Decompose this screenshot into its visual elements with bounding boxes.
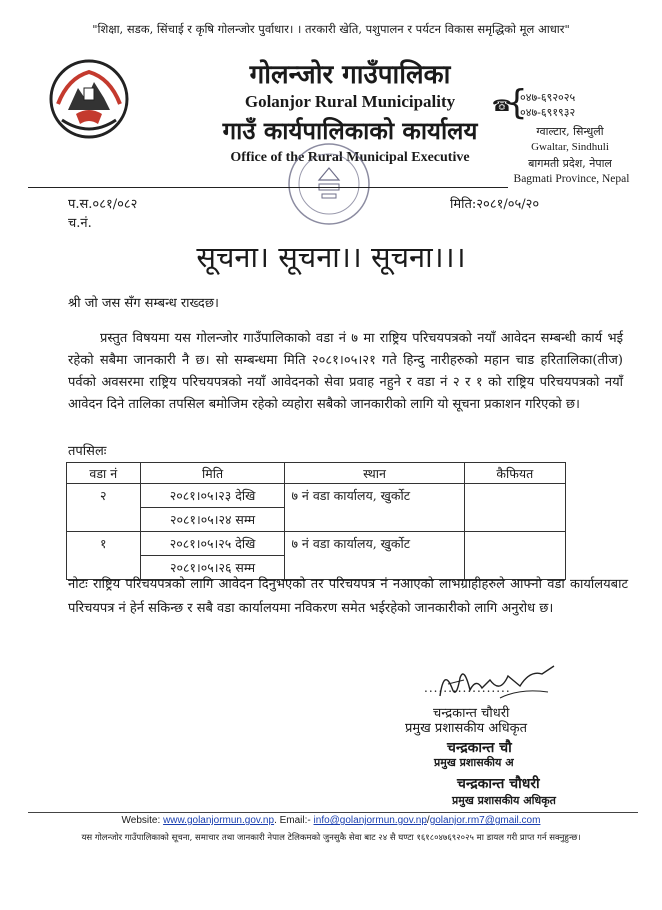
footer-note: यस गोलन्जोर गाउँपालिकाको सूचना, समाचार तथा जानकारी नेपाल टेलिकमको जुनसुकै सेवा बाट २४ सै घण्टा १६१८०४७६९२०२५ मा डायल गरी प्राप्त गर्न सक्नुहुन्छ।: [81, 833, 581, 843]
row1-remark: [464, 484, 565, 532]
phone-brace: {: [506, 83, 528, 123]
schedule-label: तपसिलः: [68, 444, 107, 459]
row1-date-from: २०८१।०५।२३ देखि: [140, 484, 285, 508]
reference-number: प.स.०८१/०८२: [68, 197, 138, 212]
row1-place: ७ नं वडा कार्यालय, खुर्कोट: [285, 484, 464, 532]
address-np-2: बागमती प्रदेश, नेपाल: [528, 157, 612, 170]
letter-date: मिति:२०८१/०५/२०: [450, 197, 540, 212]
email-link-1[interactable]: info@golanjormun.gov.np: [313, 815, 427, 826]
footer-contact: Website: www.golanjormun.gov.np. Email:- info@golanjormun.gov.np/golanjor.rm7@gmail.com: [121, 815, 541, 826]
row2-ward: १: [67, 532, 141, 580]
phone-number-1: ०४७-६९२०२५: [520, 91, 576, 104]
signature-line: ..................: [424, 681, 511, 695]
row2-place: ७ नं वडा कार्यालय, खुर्कोट: [285, 532, 464, 580]
website-link[interactable]: www.golanjormun.gov.np: [163, 815, 275, 826]
address-en-2: Bagmati Province, Nepal: [513, 173, 630, 185]
nepal-emblem-icon: [48, 58, 130, 140]
name-stamp-1: चन्द्रकान्त चौ: [447, 740, 512, 756]
telephone-icon: ☎: [492, 96, 512, 115]
phone-number-2: ०४७-६९१९३२: [520, 106, 576, 119]
email-label: Email:-: [279, 815, 311, 826]
row2-date-from: २०८१।०५।२५ देखि: [140, 532, 285, 556]
row1-ward: २: [67, 484, 141, 532]
header-date: मिति: [140, 463, 285, 484]
website-label: Website:: [121, 815, 161, 826]
dispatch-number: च.नं.: [68, 216, 92, 231]
signer-post: प्रमुख प्रशासकीय अधिकृत: [405, 721, 528, 736]
email-link-2[interactable]: golanjor.rm7@gmail.com: [429, 815, 541, 826]
header-divider: [28, 187, 508, 188]
address-np-1: ग्वाल्टार, सिन्धुली: [536, 125, 604, 138]
notice-heading: सूचना। सूचना।। सूचना।।।: [196, 240, 466, 274]
post-stamp-1: प्रमुख प्रशासकीय अ: [434, 756, 514, 769]
salutation: श्री जो जस सँग सम्बन्ध राख्दछ।: [68, 296, 219, 311]
name-stamp-2: चन्द्रकान्त चौधरी: [457, 776, 540, 792]
municipality-title-en: Golanjor Rural Municipality: [244, 92, 456, 111]
notice-body: प्रस्तुत विषयमा यस गोलन्जोर गाउँपालिकाको वडा नं ७ मा राष्ट्रिय परिचयपत्रको नयाँ आवेदन सम्बन्धी कार्य भई रहेको सबैमा जानकारी नै छ। सो सम्बन्धमा मिति २०८१।०५।२१ गते हिन्दु नारीहरुको महान चाड हरितालिका(तीज) पर्वको अवसरमा राष्ट्रिय परिचयपत्रको नयाँ आवेदनको सेवा प्रवाह नहुने र वडा नं २ र १ को राष्ट्रिय परिचयपत्रको नयाँ आवेदन दिने तालिका तपसिल बमोजिम रहेको व्यहोरा सबैको जानकारीको लागि यो सूचना प्रकाशन गरिएको छ।: [68, 331, 623, 412]
office-title-np: गाउँ कार्यपालिकाको कार्यालय: [222, 116, 478, 145]
footer-divider: [28, 812, 638, 813]
schedule-table: [66, 462, 566, 580]
header-ward: वडा नं: [67, 463, 141, 484]
signer-name: चन्द्रकान्त चौधरी: [433, 706, 510, 721]
office-stamp-icon: [285, 140, 373, 228]
table-header-row: [67, 463, 566, 484]
post-stamp-2: प्रमुख प्रशासकीय अधिकृत: [452, 794, 556, 807]
office-title-en: Office of the Rural Municipal Executive: [230, 150, 470, 165]
municipality-title-np: गोलन्जोर गाउँपालिका: [249, 60, 451, 90]
table-row: [67, 484, 566, 508]
header-remark: कैफियत: [464, 463, 565, 484]
row2-date-to: २०८१।०५।२६ सम्म: [140, 556, 285, 580]
motto: "शिक्षा, सडक, सिंचाई र कृषि गोलन्जोर पुर्वाधार। । तरकारी खेति, पशुपालन र पर्यटन विकास समृद्धिको मूल आधार": [92, 22, 570, 36]
row1-date-to: २०८१।०५।२४ सम्म: [140, 508, 285, 532]
notice-note: नोटः राष्ट्रिय परिचयपत्रको लागि आवेदन दिनुभएको तर परिचयपत्र नं नआएको लाभग्राहीहरुले आफ्नो वडा कार्यालयबाट परिचयपत्र नं हेर्न सकिन्छ र सबै वडा कार्यालयमा नविकरण समेत भईरहेको जानकारीको लागि अनुरोध छ।: [68, 577, 628, 616]
header-place: स्थान: [285, 463, 464, 484]
address-en-1: Gwaltar, Sindhuli: [531, 141, 609, 153]
table-row: [67, 532, 566, 556]
